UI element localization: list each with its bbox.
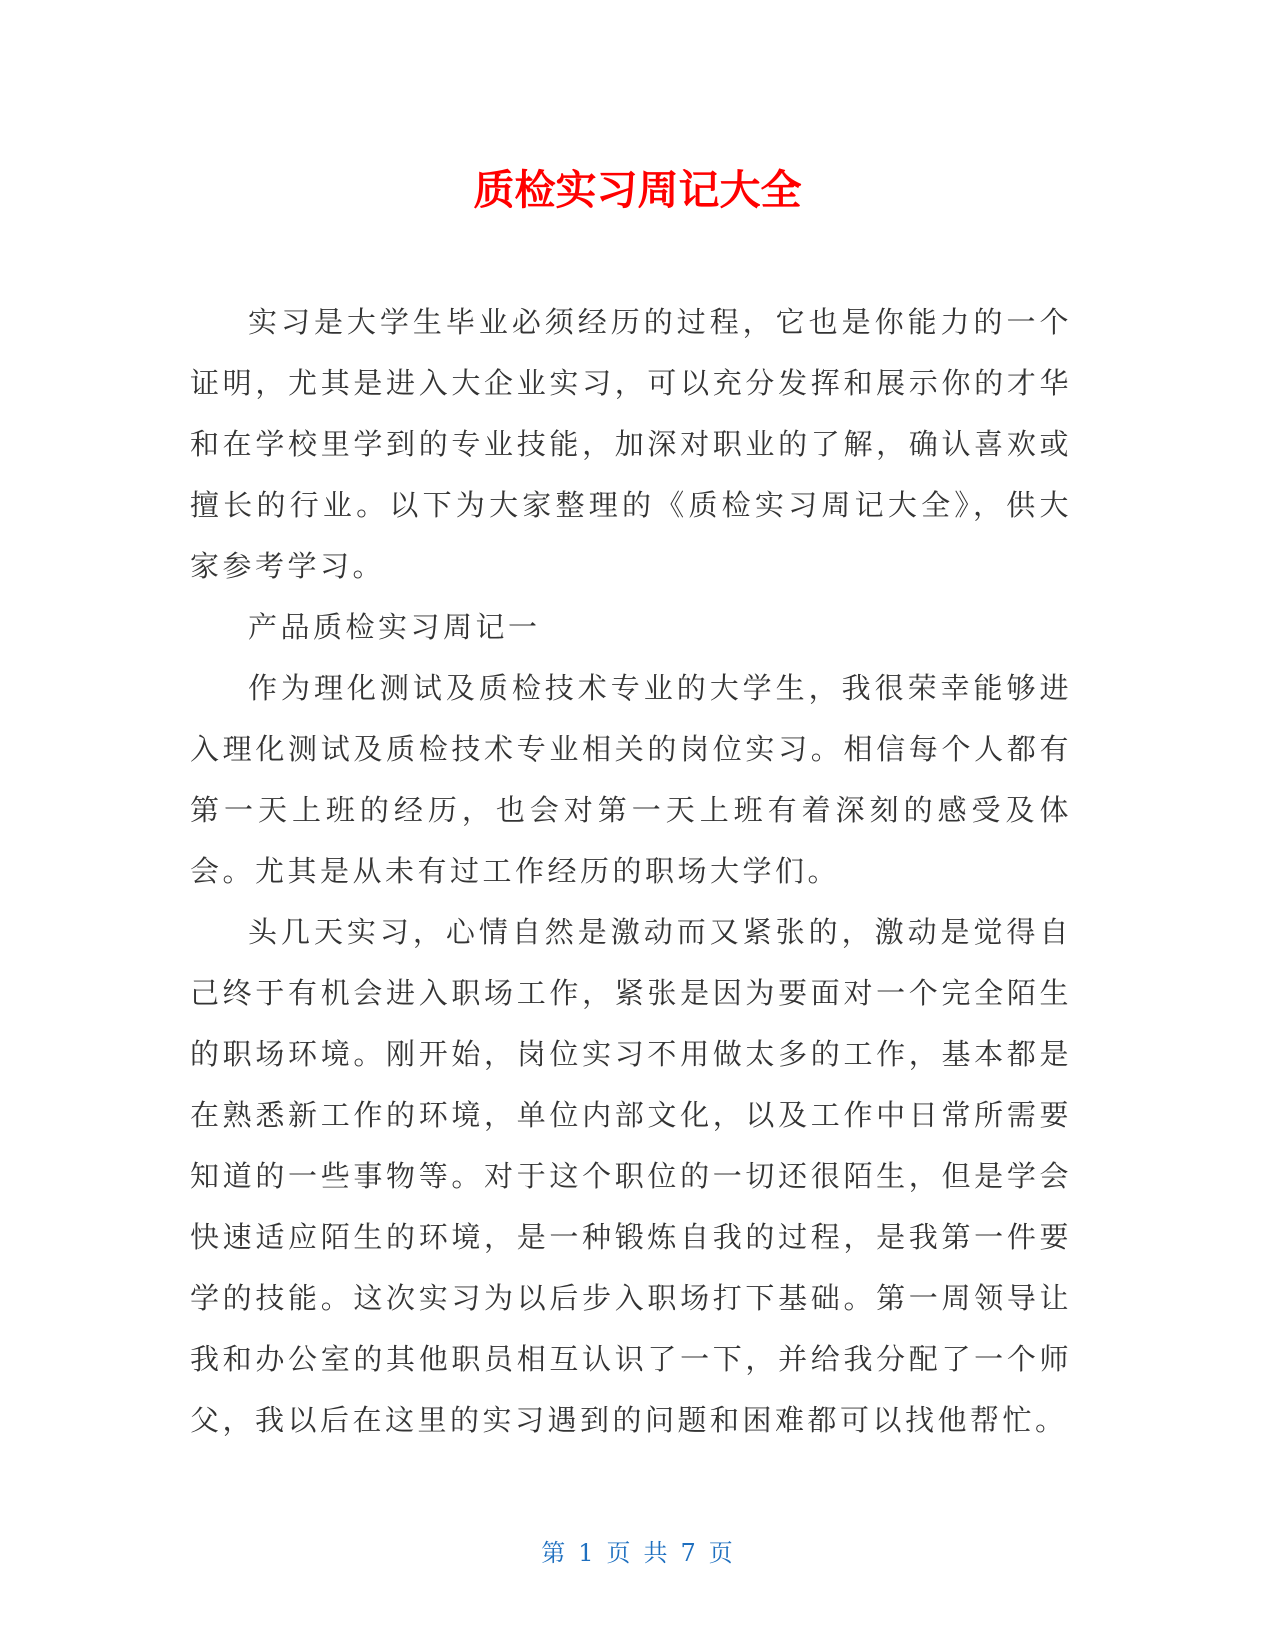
page-footer	[0, 1536, 1275, 1570]
footer-current-page: 1	[578, 1539, 595, 1567]
intro-paragraph: 实习是大学生毕业必须经历的过程，它也是你能力的一个证明，尤其是进入大企业实习，可以充分发挥和展示你的才华和在学校里学到的专业技能，加深对职业的了解，确认喜欢或擅长的行业。以下为大家整理的《质检实习周记大全》，供大家参考学习。	[190, 305, 1072, 583]
body-paragraph: 头几天实习，心情自然是激动而又紧张的，激动是觉得自己终于有机会进入职场工作，紧张是因为要面对一个完全陌生的职场环境。刚开始，岗位实习不用做太多的工作，基本都是在熟悉新工作的环境，单位内部文化，以及工作中日常所需要知道的一些事物等。对于这个职位的一切还很陌生，但是学会快速适应陌生的环境，是一种锻炼自我的过程，是我第一件要学的技能。这次实习为以后步入职场打下基础。第一周领导让我和办公室的其他职员相互认识了一下，并给我分配了一个师父，我以后在这里的实习遇到的问题和困难都可以找他帮忙。	[190, 915, 1072, 1437]
footer-prefix: 第	[541, 1539, 567, 1567]
document-body	[190, 292, 1072, 1451]
footer-total-word: 共	[643, 1539, 669, 1567]
footer-page-word: 页	[606, 1539, 632, 1567]
document-title: 质检实习周记大全	[473, 166, 802, 214]
footer-suffix: 页	[708, 1539, 734, 1567]
body-paragraph: 作为理化测试及质检技术专业的大学生，我很荣幸能够进入理化测试及质检技术专业相关的岗位实习。相信每个人都有第一天上班的经历，也会对第一天上班有着深刻的感受及体会。尤其是从未有过工作经历的职场大学们。	[190, 671, 1072, 888]
section-heading: 产品质检实习周记一	[248, 610, 541, 644]
footer-total-pages: 7	[680, 1539, 697, 1567]
